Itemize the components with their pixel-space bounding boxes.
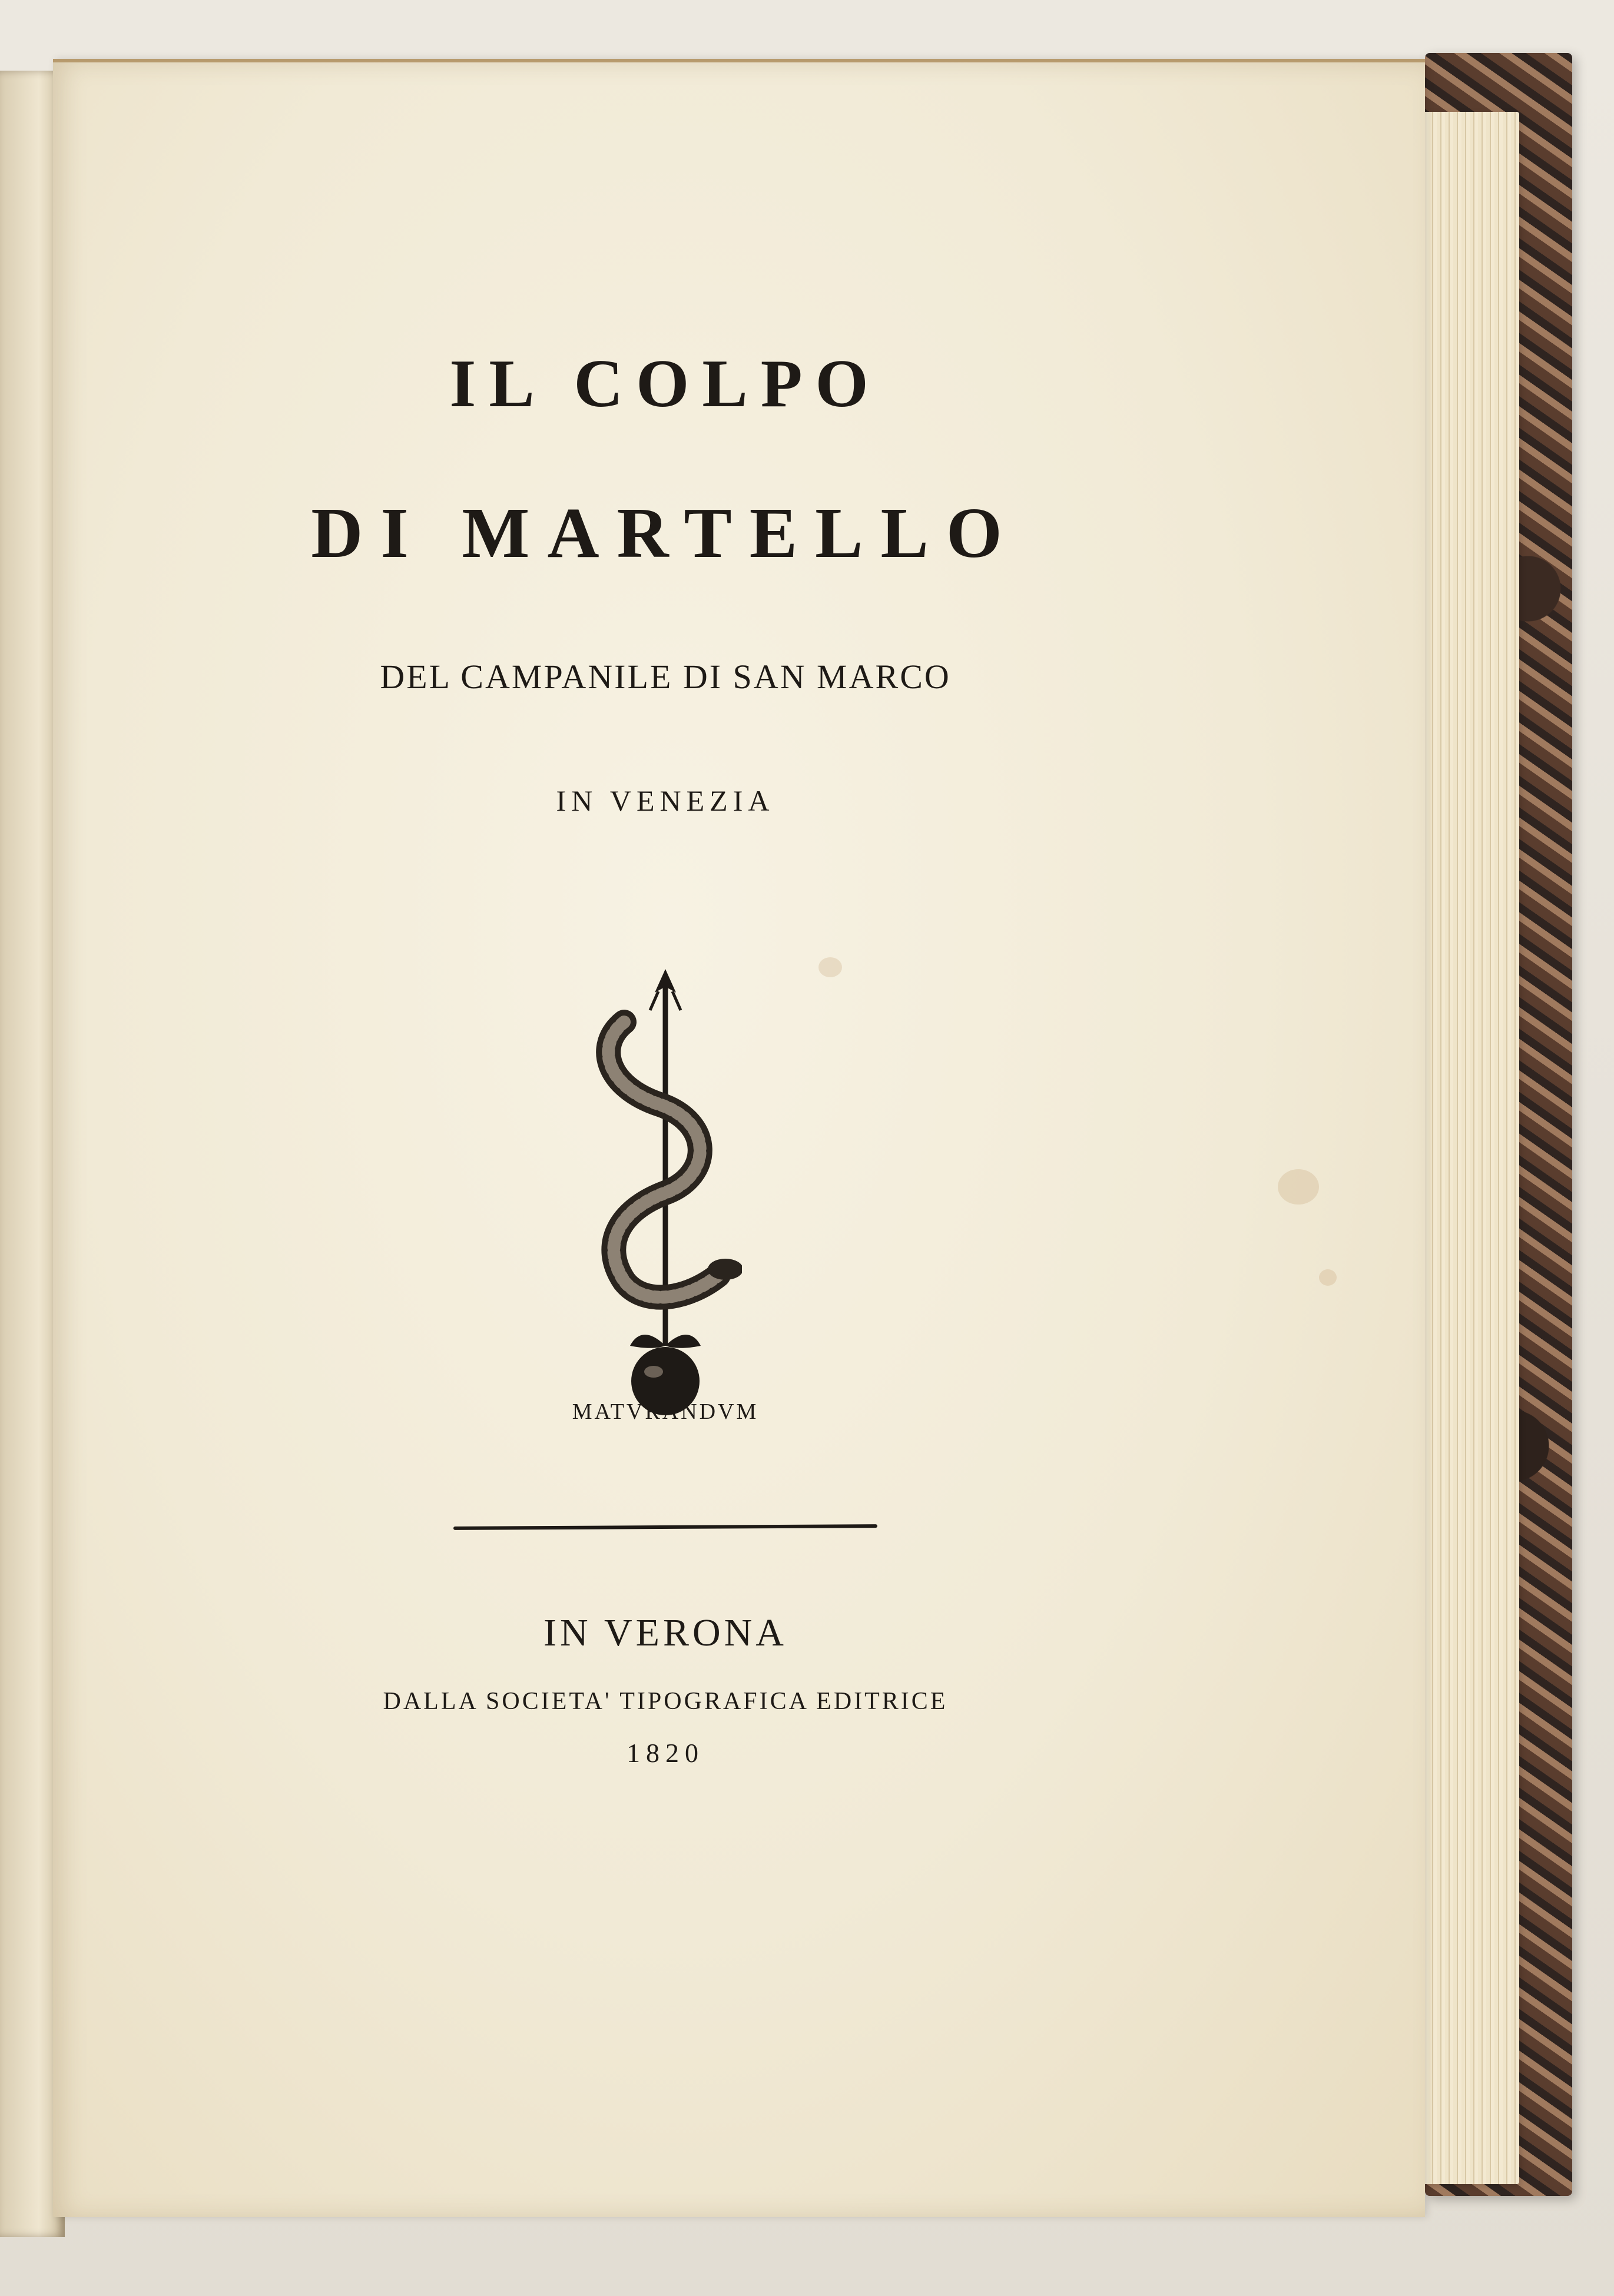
motto: MATVRANDVM [572, 1399, 759, 1424]
imprint-year: 1820 [627, 1738, 704, 1768]
foxing-spot [1319, 1269, 1337, 1286]
title-line-2: DI MARTELLO [311, 493, 1020, 573]
imprint-city: IN VERONA [543, 1611, 787, 1654]
title-page [53, 59, 1425, 2217]
show-through-text [230, 810, 1172, 884]
subtitle: DEL CAMPANILE DI SAN MARCO [380, 658, 951, 696]
imprint-press: DALLA SOCIETA' TIPOGRAFICA EDITRICE [383, 1688, 948, 1715]
foxing-spot [1278, 1169, 1319, 1205]
serpent-arrow-apple-icon [589, 969, 742, 1416]
place-line: IN VENEZIA [556, 784, 775, 817]
title-line-1: IL COLPO [449, 346, 881, 422]
foxing-spot [818, 957, 842, 977]
divider-rule [453, 1524, 877, 1530]
